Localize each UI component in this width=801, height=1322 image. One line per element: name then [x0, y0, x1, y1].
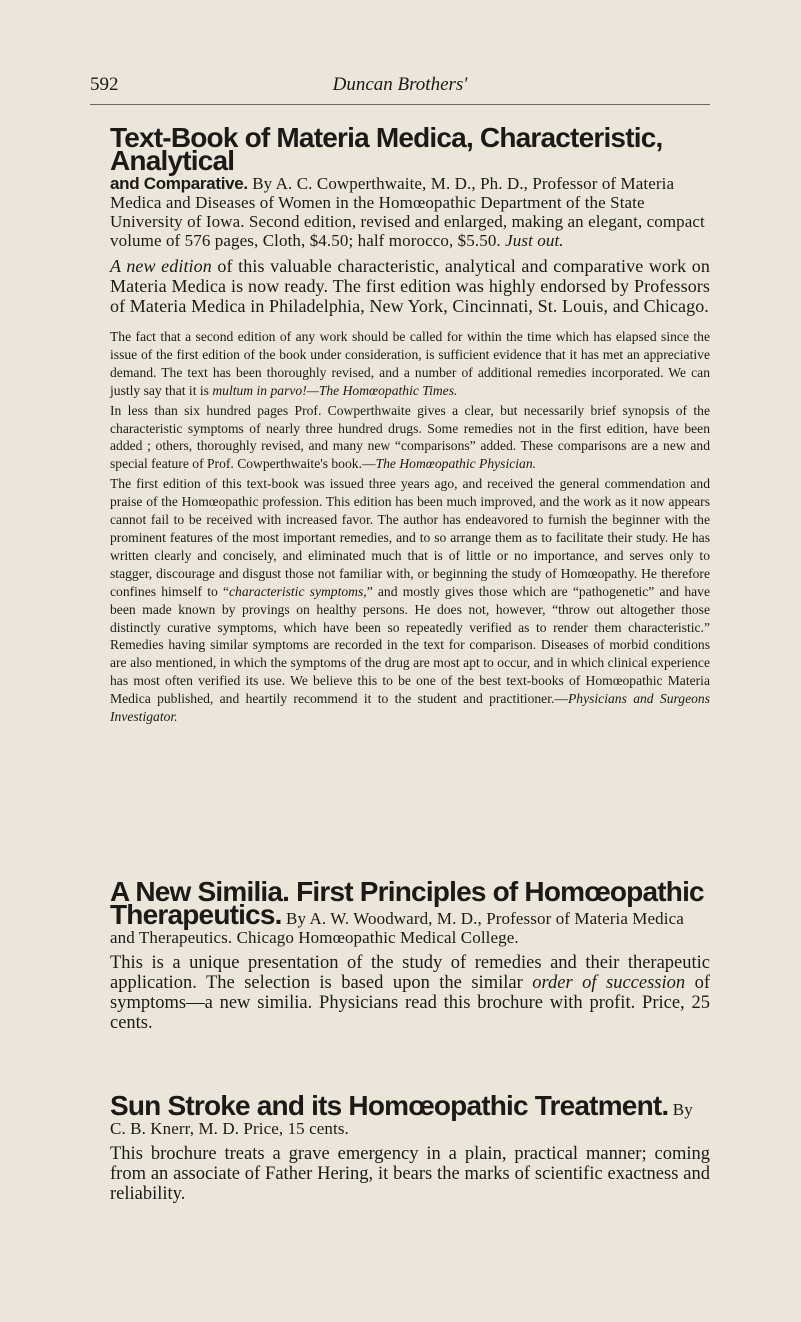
- entry-body: [110, 953, 710, 1033]
- entry-title-cont: and Comparative.: [110, 174, 248, 193]
- reviews: [110, 328, 710, 726]
- entry-body: This brochure treats a grave emergency in a plain, practical manner; coming from an associate of Father Hering, it bears the marks of scientific exactness and reliability.: [110, 1144, 710, 1204]
- entry-byline: By A. W. Woodward, M. D., Professor of Materia Medica and Therapeutics. Chicago Homœopathic Medical College.: [110, 909, 684, 947]
- page-number: 592: [90, 74, 119, 95]
- review-2: [110, 402, 710, 474]
- entry-title: A New Similia. First Principles of Homœopathic Therapeutics.: [110, 876, 704, 930]
- entry-heading: [110, 122, 710, 250]
- entry-sun-stroke: [110, 1090, 710, 1204]
- page-header: [90, 74, 710, 104]
- review-text: The first edition of this text-book was issued three years ago, and received the general commendation and praise of the Homœopathic profession. This edition has been much improved, and the work as it now appears cannot fail to be received with increased favor. The author has endeavored to furnish the beginner with the prominent features of the most important remedies, and to so arrange them as to facilitate their study. He has written clearly and concisely, and eliminated much that is of little or no importance, and serves only to stagger, discourage and disgust those not familiar with, or beginning the study of Homœopathy. He therefore confines himself to “: [110, 476, 710, 599]
- review-text: In less than six hundred pages Prof. Cowperthwaite gives a clear, but necessarily brief synopsis of the characteristic symptoms of nearly three hundred drugs. Some remedies not in the first edition, have been added ; others, thoroughly revised, and many new “comparisons” added. These comparisons are a new and special feature of Prof. Cowperthwaite's book.—: [110, 402, 710, 472]
- review-source: multum in parvo!—The Homœopathic Times.: [212, 382, 458, 398]
- entry-new-similia: [110, 876, 711, 1033]
- entry-byline: By A. C. Cowperthwaite, M. D., Ph. D., Professor of Materia Medica and Diseases of Women in the Homœopathic Department of the State University of Iowa. Second edition, revised and enlarged, making an elegant, compact volume of 576 pages, Cloth, $4.50; half morocco, $5.50.: [110, 174, 705, 250]
- running-head: Duncan Brothers': [332, 74, 468, 95]
- body-emphasis: order of succession: [532, 973, 686, 993]
- entry-intro: [110, 256, 710, 316]
- entry-byline: By C. B. Knerr, M. D. Price, 15 cents.: [110, 1100, 693, 1138]
- review-source: The Homœopathic Physician.: [375, 456, 537, 472]
- just-out-note: Just out.: [505, 231, 564, 250]
- entry-text-book-materia-medica: [110, 122, 710, 728]
- review-emphasis: characteristic symptoms,: [228, 583, 367, 599]
- intro-lead: A new edition: [110, 256, 212, 276]
- entry-heading: [110, 1090, 710, 1138]
- body-text: of symptoms—a new similia. Physicians read this brochure with profit. Price, 25 cents.: [110, 973, 711, 1033]
- entry-title: Text-Book of Materia Medica, Characteristic, Analytical: [110, 122, 663, 176]
- body-text: This is a unique presentation of the study of remedies and their therapeutic application. The selection is based upon the similar: [110, 953, 710, 993]
- entry-title: Sun Stroke and its Homœopathic Treatment.: [110, 1090, 669, 1121]
- intro-text: of this valuable characteristic, analytical and comparative work on Materia Medica is now ready. The first edition was highly endorsed by Professors of Materia Medica in Philadelphia, New York, Cincinnati, St. Louis, and Chicago.: [110, 256, 710, 316]
- review-text: The fact that a second edition of any work should be called for within the time which has elapsed since the issue of the first edition of the book under consideration, is sufficient evidence that it has met an appreciative demand. The text has been thoroughly revised, and a number of additional remedies incorporated. We can justly say that it is: [110, 329, 710, 398]
- header-rule: [90, 104, 710, 105]
- entry-heading: [110, 876, 710, 947]
- review-3: [110, 475, 710, 726]
- review-source: Physicians and Surgeons Investigator.: [110, 691, 710, 725]
- review-text: ” and mostly gives those which are “pathogenetic” and have been made known by provings on healthy persons. He does not, however, “throw out altogether those distinctly curative symptoms, which have been so repeatedly verified as to render them characteristic.” Remedies having similar symptoms are recorded in the text for comparison. Diseases of morbid conditions are also mentioned, in which the symptoms of the drug are most apt to occur, and in which clinical experience has most often verified its use. We believe this to be one of the best text-books of Homœopathic Materia Medica published, and heartily recommend it to the student and practitioner.—: [110, 583, 710, 707]
- review-1: [110, 328, 710, 400]
